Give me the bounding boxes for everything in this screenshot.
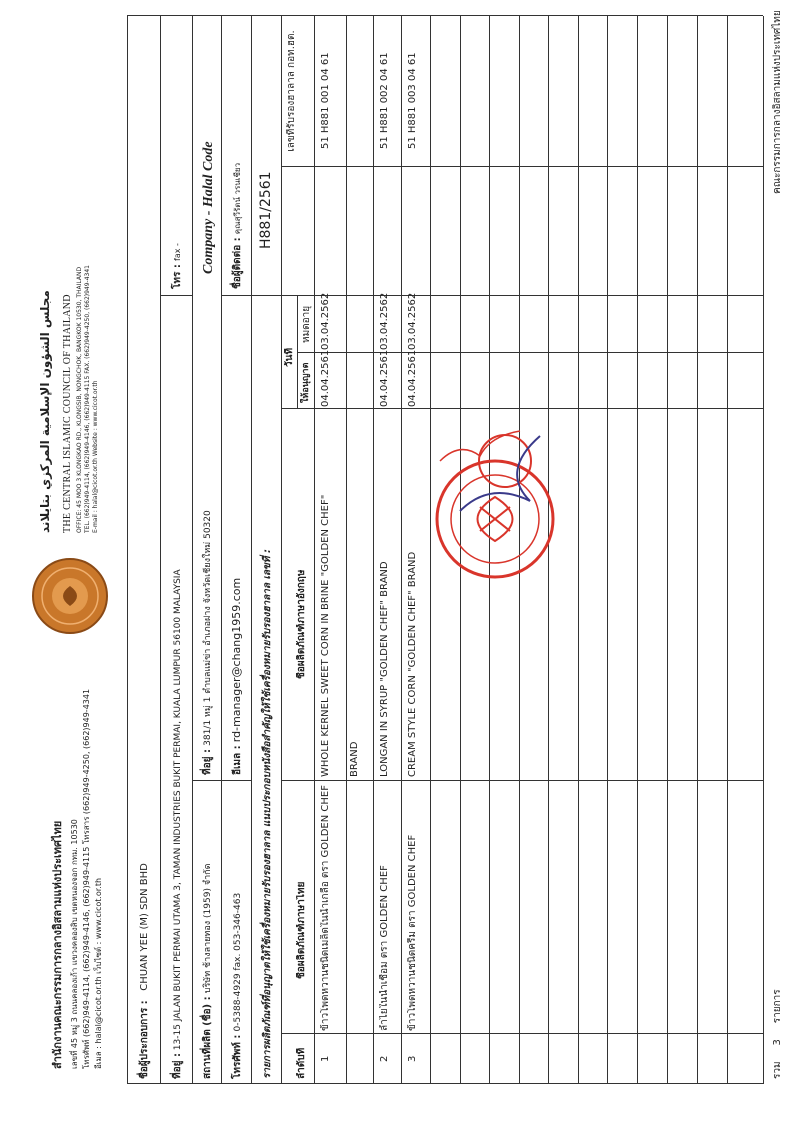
table-row-line [578,16,579,1084]
factory-address-label: ที่อยู่ : [202,749,213,775]
row-3-thai: ข้าวโพดหวานชนิดครีม ตรา GOLDEN CHEF [407,834,418,1031]
company-code-value: H881/2561 [258,171,274,249]
row-1-issue: 04.04.2561 [320,349,331,407]
col-header-issue: ให้อนุญาต [301,362,311,403]
row-1-thai: ข้าวโพดหวานชนิดเมล็ดในน้ำเกลือ ตรา GOLDEN CHEF [320,785,331,1031]
row-2-eng: LONGAN IN SYRUP "GOLDEN CHEF" BRAND [379,561,390,777]
applicant-label: ชื่อผู้ประกอบการ : [139,1000,150,1079]
council-tel-en: TEL. (662)949-4114, (662)949-4146, (662)949-4115 FAX. (662)949-4250, (662)949-4341 [84,265,91,533]
total-unit: รายการ [772,989,783,1024]
col-header-date: วันที่ [284,347,295,367]
address-label: ที่อยู่ : [172,1053,183,1079]
thai-org-address: เลขที่ 45 หมู่ 3 ถนนคลองเก้า แขวงคลองสิบ เขตหนองจอก กทม. 10530 [70,819,79,1069]
thai-org-contact: โทรศัพท์ (662)949-4114, (662)949-4146, (662)949-4115 โทรสาร (662)949-4250, (662)949-4341 [82,688,91,1069]
col-header-eng: ชื่อผลิตภัณฑ์ภาษาอังกฤษ [296,569,307,679]
row-3-eng: CREAM STYLE CORN "GOLDEN CHEF" BRAND [407,551,418,777]
col-header-expire: หมดอายุ [301,305,312,343]
company-code-label: Company - Halal Code [201,141,216,274]
total-label: รวม [772,1061,783,1079]
total-count: 3 [772,1039,783,1046]
row-2-thai: ลำไยในน้ำเชื่อม ตรา GOLDEN CHEF [379,865,390,1031]
thai-org-name: สำนักงานคณะกรรมการกลางอิสลามแห่งประเทศไทย [51,820,64,1069]
table-row-line [607,16,608,1084]
row-1-eng: WHOLE KERNEL SWEET CORN IN BRINE "GOLDEN CHEF" [320,494,331,777]
row-3-no: 3 [407,1055,418,1062]
table-row-line [727,16,728,1084]
table-row-line [401,16,402,1084]
phone-label: โทร : [172,264,183,289]
row-1-eng-cont: BRAND [349,741,360,777]
phone-value: fax - [173,243,182,261]
factory-address-value: 381/1 หมู่ 1 ตำบลแม่ข่า อำเภอฝาง จังหวัดเชียงใหม่ 50320 [203,510,213,746]
row-2-expire: 03.04.2562 [379,292,390,350]
table-row-line [373,16,374,1084]
arabic-title: مجلس الشؤون الإسلامية المركزي بتايلاند [38,290,52,533]
col-header-no: ลำดับที่ [296,1047,307,1079]
row-3-expire: 03.04.2562 [407,292,418,350]
applicant-value: CHUAN YEE (M) SDN BHD [139,863,150,991]
council-name-en: THE CENTRAL ISLAMIC COUNCIL OF THAILAND [62,294,73,533]
factory-label: สถานที่ผลิต (ชื่อ) : [202,996,213,1079]
row-2-no: 2 [379,1055,390,1062]
table-row-line [697,16,698,1084]
signature-org: คณะกรรมการกลางอิสลามแห่งประเทศไทย [772,10,783,194]
row-1-expire: 03.04.2562 [320,292,331,350]
tel-label: โทรศัพท์ : [232,1034,243,1079]
email-label: อีเมล : [232,745,243,775]
contact-value: คุณสุวีรัตน์ วรนเชียว [233,162,242,235]
council-address-en: OFFICE: 45 MOO 3 KLONGKAO RD., KLONGSIB, NONGCHOK, BANGKOK 10530, THAILAND [76,266,83,533]
official-stamp-icon [420,421,570,581]
tel-value: 0-5388-4929 fax. 053-346-463 [233,892,243,1032]
col-header-thai: ชื่อผลิตภัณฑ์ภาษาไทย [296,881,307,979]
table-row-line [637,16,638,1084]
council-seal-icon [30,556,110,636]
council-web-en: E-mail : halal@cicot.or.th Website : www.cicot.or.th [92,380,99,533]
row-1-no: 1 [320,1055,331,1062]
row-2-issue: 04.04.2561 [379,349,390,407]
email-value: rd-manager@chang1959.com [230,577,243,743]
row-1-reg: 51 H881 001 04 61 [320,52,331,149]
row-3-reg: 51 H881 003 04 61 [407,52,418,149]
contact-label: ชื่อผู้ติดต่อ : [232,237,243,289]
row-3-issue: 04.04.2561 [407,349,418,407]
thai-org-web: อีเมล : halal@cicot.or.th เว็บไซต์ : www.cicot.or.th [94,877,103,1069]
col-header-reg: เลขที่รับรองฮาลาล กอท.ฮต. [286,30,297,152]
table-row-line [667,16,668,1084]
table-row-line [346,16,347,1084]
factory-value: บริษัท ช้างลายทอง (1959) จำกัด [203,863,213,994]
address-value: 13-15 JALAN BUKIT PERMAI UTAMA 3, TAMAN INDUSTRIES BUKIT PERMAI, KUALA LUMPUR 56100 MALAYSIA [173,569,183,1051]
row-2-reg: 51 H881 002 04 61 [379,52,390,149]
list-title: รายการผลิตภัณฑ์ที่อนุญาตให้ใช้เครื่องหมายรับรองฮาลาล แนบประกอบหนังสือสำคัญให้ใช้เครื่องหมายรับรองฮาลาล เลขที่ : [262,549,273,1079]
